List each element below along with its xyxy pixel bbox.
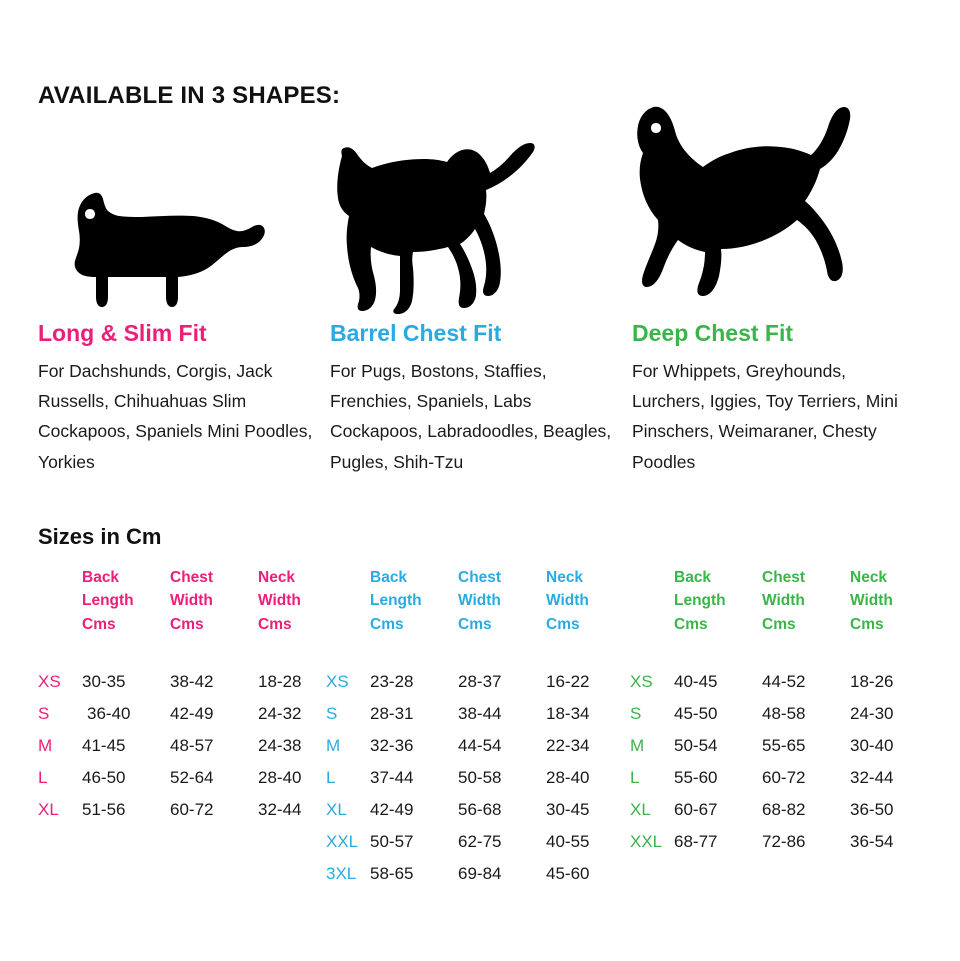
table-row (630, 800, 938, 832)
cell-neck-width: 22-34 (546, 735, 590, 755)
cell-neck-width: 40-55 (546, 831, 590, 851)
row-size-label: XL (38, 799, 59, 819)
table-header-row (326, 566, 634, 636)
fit-title-barrel-chest: Barrel Chest Fit (330, 320, 502, 346)
row-size-label: S (630, 703, 642, 723)
cell-neck-width: 24-30 (850, 703, 894, 723)
cell-chest-width: 72-86 (762, 831, 806, 851)
table-row (38, 736, 346, 768)
cell-back-length: 45-50 (674, 703, 718, 723)
fit-title-deep-chest: Deep Chest Fit (632, 320, 794, 346)
row-size-label: S (38, 703, 50, 723)
row-size-label: 3XL (326, 863, 357, 883)
column-header-neck-width: Neck Width Cms (546, 569, 589, 633)
greyhound-silhouette (632, 100, 932, 315)
cell-neck-width: 18-26 (850, 671, 894, 691)
cell-chest-width: 69-84 (458, 863, 502, 883)
row-size-label: XXL (326, 831, 359, 851)
table-row (326, 800, 634, 832)
cell-chest-width: 28-37 (458, 671, 502, 691)
table-row (38, 672, 346, 704)
table-row (326, 736, 634, 768)
shape-column-barrel-chest (330, 100, 630, 477)
size-table-deep-chest (630, 566, 938, 864)
cell-chest-width: 52-64 (170, 767, 214, 787)
table-row (38, 704, 346, 736)
column-header-back-length: Back Length Cms (674, 569, 726, 633)
row-size-label: XL (326, 799, 347, 819)
column-header-back-length: Back Length Cms (370, 569, 422, 633)
row-size-label: M (630, 735, 645, 755)
terrier-silhouette (330, 100, 630, 315)
table-header-row (38, 566, 346, 636)
cell-neck-width: 32-44 (850, 767, 894, 787)
cell-back-length: 23-28 (370, 671, 414, 691)
cell-back-length: 41-45 (82, 735, 126, 755)
row-size-label: XL (630, 799, 651, 819)
cell-back-length: 28-31 (370, 703, 414, 723)
row-size-label: S (326, 703, 338, 723)
cell-chest-width: 62-75 (458, 831, 502, 851)
table-row (630, 704, 938, 736)
cell-back-length: 50-54 (674, 735, 718, 755)
cell-chest-width: 44-54 (458, 735, 502, 755)
cell-chest-width: 48-57 (170, 735, 214, 755)
cell-chest-width: 55-65 (762, 735, 806, 755)
row-size-label: XXL (630, 831, 663, 851)
cell-neck-width: 24-38 (258, 735, 302, 755)
row-size-label: XS (326, 671, 349, 691)
size-table-long-slim (38, 566, 346, 832)
column-header-back-length: Back Length Cms (82, 569, 134, 633)
cell-chest-width: 48-58 (762, 703, 806, 723)
table-row (630, 736, 938, 768)
table-row (326, 832, 634, 864)
cell-neck-width: 30-45 (546, 799, 590, 819)
cell-back-length: 51-56 (82, 799, 126, 819)
cell-back-length: 58-65 (370, 863, 414, 883)
table-row (326, 768, 634, 800)
cell-back-length: 40-45 (674, 671, 718, 691)
table-row (326, 704, 634, 736)
table-row (630, 672, 938, 704)
cell-chest-width: 38-44 (458, 703, 502, 723)
fit-title-long-slim: Long & Slim Fit (38, 320, 207, 346)
cell-back-length: 37-44 (370, 767, 414, 787)
row-size-label: XS (38, 671, 61, 691)
table-row (38, 768, 346, 800)
dachshund-silhouette (38, 100, 338, 315)
cell-chest-width: 44-52 (762, 671, 806, 691)
cell-back-length: 55-60 (674, 767, 718, 787)
page-title: AVAILABLE IN 3 SHAPES: (38, 82, 341, 109)
column-header-chest-width: Chest Width Cms (458, 569, 502, 633)
cell-back-length: 68-77 (674, 831, 718, 851)
cell-back-length: 36-40 (87, 703, 131, 723)
cell-back-length: 50-57 (370, 831, 414, 851)
row-size-label: L (326, 767, 336, 787)
cell-back-length: 32-36 (370, 735, 414, 755)
cell-neck-width: 45-60 (546, 863, 590, 883)
size-table-barrel-chest (326, 566, 634, 896)
cell-chest-width: 50-58 (458, 767, 502, 787)
cell-neck-width: 18-34 (546, 703, 590, 723)
cell-chest-width: 68-82 (762, 799, 806, 819)
cell-neck-width: 36-54 (850, 831, 894, 851)
row-size-label: L (38, 767, 48, 787)
row-size-label: M (326, 735, 341, 755)
column-header-neck-width: Neck Width Cms (258, 569, 301, 633)
cell-neck-width: 16-22 (546, 671, 590, 691)
cell-chest-width: 42-49 (170, 703, 214, 723)
breed-list-barrel-chest: For Pugs, Bostons, Staffies, Frenchies, Spaniels, Labs Cockapoos, Labradoodles, Beagles, Pugles, Shih-Tzu (330, 361, 612, 472)
cell-neck-width: 30-40 (850, 735, 894, 755)
table-row (326, 672, 634, 704)
row-size-label: XS (630, 671, 653, 691)
cell-neck-width: 18-28 (258, 671, 302, 691)
column-header-chest-width: Chest Width Cms (762, 569, 806, 633)
breed-list-long-slim: For Dachshunds, Corgis, Jack Russells, Chihuahuas Slim Cockapoos, Spaniels Mini Poodles, Yorkies (38, 361, 313, 472)
shape-column-deep-chest (632, 100, 932, 477)
table-row (630, 832, 938, 864)
cell-back-length: 46-50 (82, 767, 126, 787)
cell-chest-width: 56-68 (458, 799, 502, 819)
cell-neck-width: 36-50 (850, 799, 894, 819)
table-row (630, 768, 938, 800)
cell-neck-width: 24-32 (258, 703, 302, 723)
sizes-heading: Sizes in Cm (38, 524, 162, 549)
cell-chest-width: 60-72 (170, 799, 214, 819)
cell-back-length: 30-35 (82, 671, 126, 691)
table-row (38, 800, 346, 832)
column-header-chest-width: Chest Width Cms (170, 569, 214, 633)
row-size-label: L (630, 767, 640, 787)
row-size-label: M (38, 735, 53, 755)
cell-neck-width: 28-40 (546, 767, 590, 787)
cell-back-length: 60-67 (674, 799, 718, 819)
column-header-neck-width: Neck Width Cms (850, 569, 893, 633)
cell-neck-width: 32-44 (258, 799, 302, 819)
cell-chest-width: 60-72 (762, 767, 806, 787)
breed-list-deep-chest: For Whippets, Greyhounds, Lurchers, Iggies, Toy Terriers, Mini Pinschers, Weimaraner, Chesty Poodles (632, 361, 898, 472)
cell-back-length: 42-49 (370, 799, 414, 819)
table-header-row (630, 566, 938, 636)
cell-neck-width: 28-40 (258, 767, 302, 787)
cell-chest-width: 38-42 (170, 671, 214, 691)
table-row (326, 864, 634, 896)
shape-column-long-slim (38, 100, 338, 477)
